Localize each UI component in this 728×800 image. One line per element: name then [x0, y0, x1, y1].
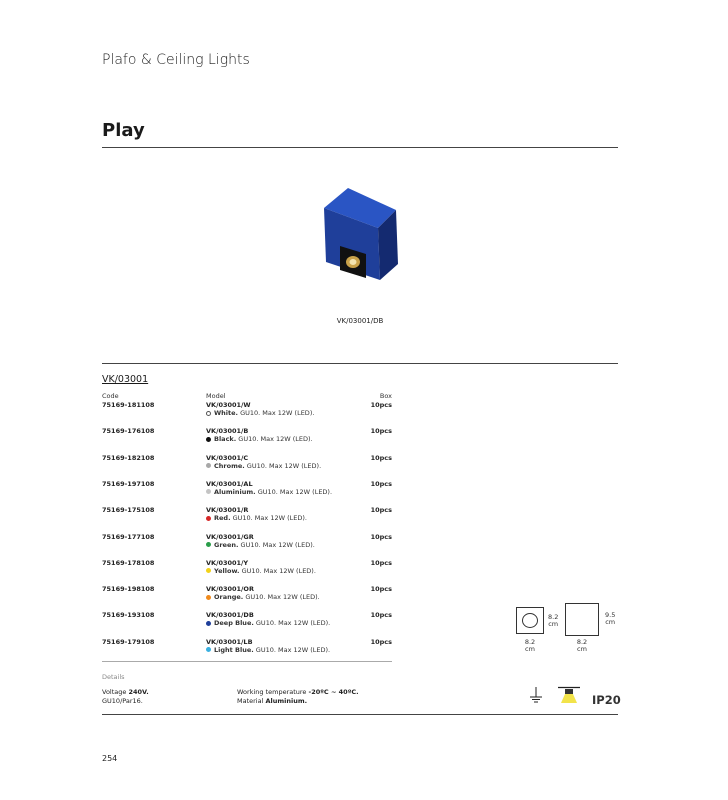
- side-width-value: 8.2: [576, 638, 588, 646]
- color-swatch-icon: [206, 516, 211, 521]
- model-description: [206, 567, 316, 575]
- model-description: [206, 593, 320, 601]
- details-label: Details: [102, 673, 125, 681]
- product-photo: [318, 184, 408, 284]
- lamp-spec: GU10. Max 12W (LED).: [255, 487, 333, 496]
- side-width-dimension: [572, 639, 592, 653]
- lamp-spec: GU10. Max 12W (LED).: [230, 514, 307, 523]
- ip-rating: IP20: [592, 693, 621, 707]
- color-name: Red.: [214, 514, 231, 523]
- table-row: [102, 585, 392, 609]
- color-swatch-icon: [206, 489, 211, 494]
- product-code: 75169-177108: [102, 532, 155, 541]
- material-label: Material: [237, 697, 266, 705]
- color-name: Yellow.: [214, 566, 240, 575]
- table-row: [102, 559, 392, 583]
- voltage-label: Voltage: [102, 688, 129, 696]
- lamp-spec: GU10. Max 12W (LED).: [239, 566, 316, 575]
- product-family-code: VK/03001: [102, 374, 149, 385]
- color-swatch-icon: [206, 647, 211, 652]
- box-quantity: 10pcs: [370, 479, 392, 488]
- color-name: Aluminium.: [214, 487, 256, 496]
- color-name: White.: [214, 409, 239, 417]
- front-width-dimension: [520, 639, 540, 653]
- table-row: [102, 480, 392, 504]
- model-description: [206, 646, 330, 654]
- model-number: VK/03001/DB: [206, 611, 254, 620]
- lamp-spec: GU10. Max 12W (LED).: [244, 461, 322, 470]
- color-swatch-icon: [206, 463, 211, 468]
- temperature-label: Working temperature: [237, 688, 309, 696]
- box-quantity: 10pcs: [370, 532, 392, 541]
- color-name: Light Blue.: [214, 645, 254, 654]
- section-divider: [102, 363, 618, 364]
- voltage-value: 240V.: [128, 688, 149, 696]
- box-quantity: 10pcs: [370, 611, 392, 620]
- box-quantity: 10pcs: [370, 401, 392, 409]
- material-value: Aluminium.: [265, 697, 308, 705]
- spec-physical: [237, 688, 359, 706]
- lamp-spec: GU10. Max 12W (LED).: [253, 645, 331, 654]
- model-number: VK/03001/W: [206, 401, 251, 409]
- color-swatch-icon: [206, 542, 211, 547]
- model-number: VK/03001/LB: [206, 637, 253, 646]
- color-name: Orange.: [214, 593, 244, 602]
- color-name: Green.: [214, 540, 239, 549]
- lamp-bulb-glow: [350, 259, 357, 265]
- side-view-diagram: [565, 603, 599, 636]
- product-code: 75169-193108: [102, 611, 155, 620]
- model-description: [206, 462, 321, 470]
- spec-electrical: [102, 688, 149, 706]
- column-header-code: Code: [102, 392, 119, 400]
- lamp-spec: GU10. Max 12W (LED).: [243, 593, 320, 602]
- model-description: [206, 409, 314, 417]
- column-header-box: Box: [379, 392, 392, 400]
- product-code: 75169-178108: [102, 558, 155, 567]
- page-number: 254: [102, 754, 118, 763]
- color-swatch-icon: [206, 411, 211, 416]
- box-quantity: 10pcs: [370, 585, 392, 594]
- side-width-unit: cm: [577, 645, 587, 653]
- front-width-value: 8.2: [524, 638, 536, 646]
- front-view-opening: [522, 613, 538, 628]
- lamp-spec: GU10. Max 12W (LED).: [253, 619, 331, 628]
- spec-material: [237, 697, 359, 706]
- model-number: VK/03001/AL: [206, 479, 253, 488]
- photo-caption: VK/03001/DB: [336, 317, 384, 325]
- table-row: [102, 611, 392, 635]
- temperature-value: -20ºC ~ 40ºC.: [308, 688, 359, 696]
- table-row: [102, 638, 392, 662]
- model-number: VK/03001/C: [206, 453, 249, 462]
- front-view-diagram: [516, 607, 544, 634]
- box-quantity: 10pcs: [370, 558, 392, 567]
- color-name: Chrome.: [214, 461, 245, 470]
- product-code: 75169-198108: [102, 585, 155, 594]
- ceiling-mount-light-icon: [557, 686, 581, 704]
- model-number: VK/03001/B: [206, 427, 249, 436]
- color-swatch-icon: [206, 568, 211, 573]
- spec-socket: GU10/Par16.: [102, 697, 143, 705]
- color-swatch-icon: [206, 437, 211, 442]
- category-title: Plafo & Ceiling Lights: [102, 52, 250, 68]
- product-code: 75169-175108: [102, 506, 155, 515]
- product-code: 75169-182108: [102, 453, 155, 462]
- color-swatch-icon: [206, 595, 211, 600]
- table-row: [102, 454, 392, 478]
- model-number: VK/03001/GR: [206, 532, 254, 541]
- lamp-spec: GU10. Max 12W (LED).: [238, 540, 315, 549]
- model-description: [206, 514, 307, 522]
- lamp-spec: GU10. Max 12W (LED).: [236, 435, 313, 444]
- product-code: 75169-179108: [102, 637, 155, 646]
- model-number: VK/03001/Y: [206, 558, 249, 567]
- color-swatch-icon: [206, 621, 211, 626]
- front-height-value: 8.2: [548, 613, 559, 621]
- earth-ground-icon: [528, 686, 544, 704]
- table-divider: [102, 661, 392, 662]
- box-quantity: 10pcs: [370, 453, 392, 462]
- table-row: [102, 401, 392, 425]
- top-divider: [102, 147, 618, 148]
- side-height-unit: cm: [605, 618, 616, 626]
- bottom-divider: [102, 714, 618, 715]
- model-description: [206, 619, 330, 627]
- model-description: [206, 541, 315, 549]
- front-height-dimension: [548, 614, 558, 628]
- table-row: [102, 506, 392, 530]
- color-name: Deep Blue.: [214, 619, 254, 628]
- box-quantity: 10pcs: [370, 637, 392, 646]
- product-code: 75169-181108: [102, 401, 155, 409]
- model-description: [206, 435, 313, 443]
- spec-temperature: [237, 688, 359, 697]
- model-number: VK/03001/OR: [206, 585, 254, 594]
- side-height-dimension: [605, 612, 615, 626]
- model-description: [206, 488, 332, 496]
- side-height-value: 9.5: [605, 611, 616, 619]
- product-code: 75169-197108: [102, 479, 155, 488]
- product-code: 75169-176108: [102, 427, 155, 436]
- product-title: Play: [102, 120, 145, 141]
- front-width-unit: cm: [525, 645, 535, 653]
- spec-voltage: [102, 688, 149, 697]
- box-quantity: 10pcs: [370, 427, 392, 436]
- column-header-model: Model: [206, 392, 226, 400]
- table-row: [102, 427, 392, 451]
- color-name: Black.: [214, 435, 237, 444]
- box-quantity: 10pcs: [370, 506, 392, 515]
- table-row: [102, 533, 392, 557]
- model-number: VK/03001/R: [206, 506, 249, 515]
- front-height-unit: cm: [548, 620, 559, 628]
- lamp-spec: GU10. Max 12W (LED).: [238, 409, 315, 417]
